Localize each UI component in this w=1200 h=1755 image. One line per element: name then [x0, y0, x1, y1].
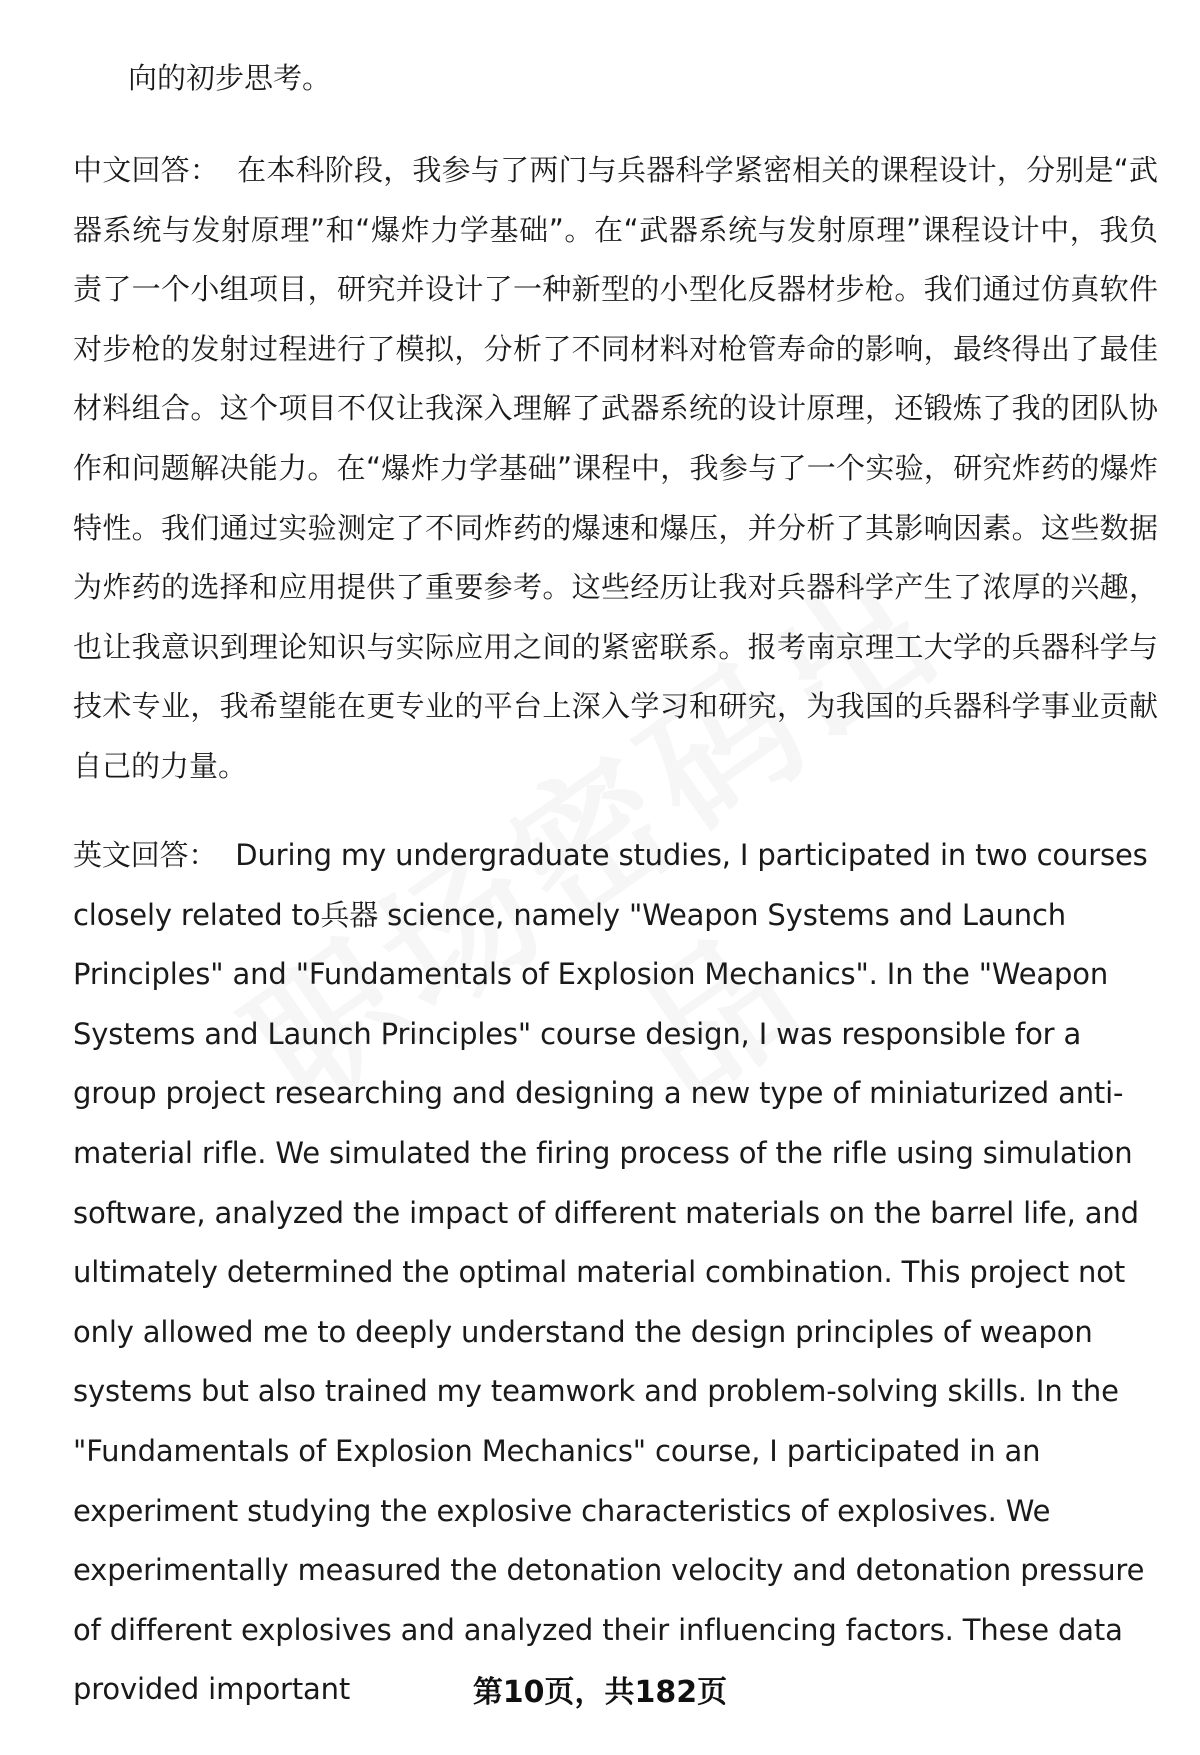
chinese-answer-text: 在本科阶段，我参与了两门与兵器科学紧密相关的课程设计，分别是“武器系统与发射原理”和“爆炸力学基础”。在“武器系统与发射原理”课程设计中，我负责了一个小组项目，研究并设计了一种新型的小型化反器材步枪。我们通过仿真软件对步枪的发射过程进行了模拟，分析了不同材料对枪管寿命的影响，最终得出了最佳材料组合。这个项目不仅让我深入理解了武器系统的设计原理，还锻炼了我的团队协作和问题解决能力。在“爆炸力学基础”课程中，我参与了一个实验，研究炸药的爆炸特性。我们通过实验测定了不同炸药的爆速和爆压，并分析了其影响因素。这些数据为炸药的选择和应用提供了重要参考。这些经历让我对兵器科学产生了浓厚的兴趣，也让我意识到理论知识与实际应用之间的紧密联系。报考南京理工大学的兵器科学与技术专业，我希望能在更专业的平台上深入学习和研究，为我国的兵器科学事业贡献自己的力量。	[73, 153, 1158, 783]
continuation-text: 向的初步思考。	[128, 61, 332, 95]
chinese-answer-paragraph	[73, 141, 1158, 797]
english-answer-paragraph	[73, 826, 1158, 1720]
english-answer-text: During my undergraduate studies, I participated in two courses closely related to兵器 science, namely "Weapon Systems and Launch Principles" and "Fundamentals of Explosion Mechanics". In the "Weapon Systems and Launch Principles" course design, I was responsible for a group project researching and designing a new type of miniaturized anti-material rifle. We simulated the firing process of the rifle using simulation software, analyzed the impact of different materials on the barrel life, and ultimately determined the optimal material combination. This project not only allowed me to deeply understand the design principles of weapon systems but also trained my teamwork and problem-solving skills. In the "Fundamentals of Explosion Mechanics" course, I participated in an experiment studying the explosive characteristics of explosives. We experimentally measured the detonation velocity and detonation pressure of different explosives and analyzed their influencing factors. These data provided important	[73, 838, 1148, 1707]
english-answer-label: 英文回答：	[73, 838, 218, 872]
page-number-footer: 第10页，共182页	[472, 1675, 728, 1710]
chinese-answer-label: 中文回答：	[73, 153, 220, 187]
